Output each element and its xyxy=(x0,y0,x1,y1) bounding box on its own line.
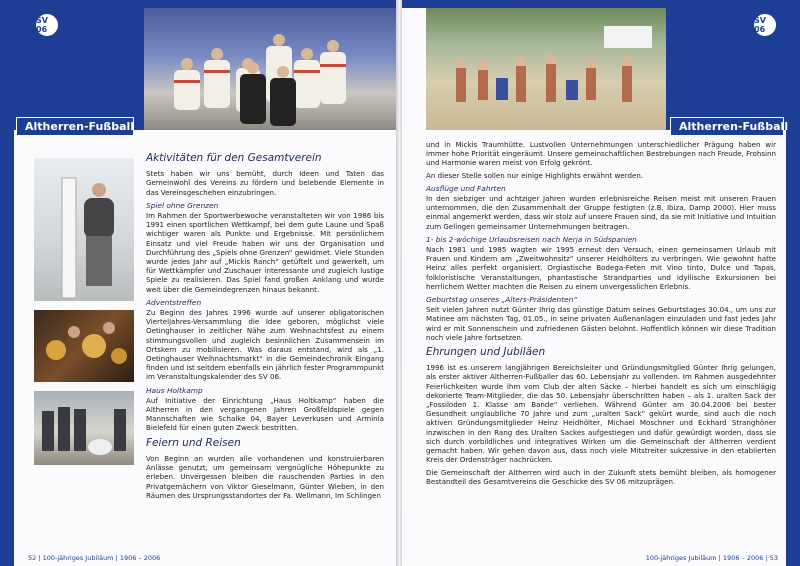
team-photo xyxy=(144,8,398,130)
section-label-right: Altherren-Fußball xyxy=(670,117,784,136)
heading-activities: Aktivitäten für den Gesamtverein xyxy=(146,152,322,164)
club-logo: SV 06 xyxy=(34,12,60,38)
highlights-paragraph: An dieser Stelle sollen nur einige Highlights erwähnt werden. xyxy=(426,170,644,180)
subheading-ausfluege: Ausflüge und Fahrten xyxy=(426,183,506,193)
subheading-holtkamp: Haus Holtkamp xyxy=(146,385,203,395)
left-footer: 52 | 100-jähriges Jubiläum | 1906 – 2006 xyxy=(28,554,161,562)
subheading-geburtstag: Geburtstag unseres „Alters-Präsidenten“ xyxy=(426,295,578,305)
group-dog-drawing xyxy=(34,391,134,465)
intro-paragraph: Stets haben wir uns bemüht, durch Ideen und Taten das Gemeinwohl des Vereins zu fördern und belebende Elemente in das Vereinsgeschehen einzubringen. xyxy=(146,169,384,197)
top-band-right xyxy=(402,0,800,8)
heading-ehrungen: Ehrungen und Jubiläen xyxy=(426,346,546,359)
feiern-paragraph: Von Beginn an wurden alle vorhandenen und konstruierbaren Anlässe genutzt, um gemeinsam vergnügliche Höhepunkte zu erleben. Unvergessen bleiben die rauschenden Parties in den Privatgemächern von Viktor Gieselmann, Günter Wieben, in den Räumen des Ursprungsstandortes der Fa. Wellmann, Im Schlingen xyxy=(146,453,384,500)
nerja-paragraph: Nach 1981 und 1985 wagten wir 1995 erneut den Versuch, einen gemeinsamen Urlaub mit Frauen und Kindern am „Zweitwohnsitz“ unserer Heidhölters zu verbringen. Wie gewohnt hatte Heinz alles perfekt organisiert. Orgiastische Bodega-Feten mit Vino tinto, Dulce und Tapas, folkloristische Veranstaltungen, phantastische Strandparties und idyllische Exkursionen bei herrlichem Wetter machten die Reisen zu einem unvergesslichen Erlebnis. xyxy=(426,245,776,291)
subheading-nerja: 1- bis 2-wöchige Urlaubsreisen nach Nerja in Südspanien xyxy=(426,234,637,244)
geburtstag-paragraph: Seit vielen Jahren nutzt Günter Ihrig das günstige Datum seines Geburtstages 30.04., um uns zur Matinee am nächsten Tag, 01.05., in seine privaten Außenanlagen einzuladen und fast jedes Jahr wird er mit Sonnenschein und zufriedenen Gästen belohnt. Hoffentlich können wir diese Tradition noch viele Jahre fortsetzen. xyxy=(426,305,776,342)
goalpost-drawing xyxy=(34,158,134,301)
heading-feiern: Feiern und Reisen xyxy=(146,436,241,449)
club-logo-right: SV 06 xyxy=(752,12,778,38)
left-edge-band xyxy=(0,0,14,566)
ehrungen-paragraph: 1996 ist es unserem langjährigen Bereichsleiter und Gründungsmitglied Günter Ihrig gelungen, als erster aktiver Altherren-Fußballer das 60. Lebensjahr zu vollenden. Im Rahmen ausgedehnter Feierlichkeiten wurde ihm vom Club der alten Säcke – hierbei handelt es sich um einschlägig dekorierte Team-Mitglieder, die das 50. Lebensjahr überschritten haben – als 1. uralten Sack der „Fossiloden 1. Klasse am Bande“ verliehen. Während Günter am 30.04.2006 bei bester Gesundheit unglaubliche 70 Jahre und zum „uralten Sack“ gekürt wurde, sind auch die noch aktiven Gründungsmitglieder Heinz Heidhölter, Michael Moschner und Eckhard Stranghöner inzwischen in den Rang des Uralten Sackes aufgestiegen und dafür gewürdigt worden, dass sie sich durch vorbildliches und integratives Wirken um die Gemeinschaft der Altherren verdient gemacht haben. Wir gehen davon aus, dass noch viele Mitstreiter sukzessive in den etablierten Kreis der Ordensträger nachrücken. xyxy=(426,363,776,465)
spiel-paragraph: Im Rahmen der Sportwerbewoche veranstalteten wir von 1986 bis 1991 einen sportlichen Wettkampf, bei dem gute Laune und Spaß wichtiger waren als Punkte und Ergebnisse. Mit persönlichem Einsatz und viel Freude haben wir uns der Organisation und Durchführung des „Spiels ohne Grenzen“ gewidmet. Viele Stunden wurde jedes Jahr auf „Mickis Ranch“ getüftelt und gewerkelt, um für Wettkämpfer und Zuschauer interessante und zugleich lustige Spiele zu realisieren. Das Spiel fand großen Anklang und wurde weit über die Gemeindegrenzen hinaus bekannt. xyxy=(146,211,384,294)
team-photo-figures xyxy=(144,8,398,130)
subheading-spiel: Spiel ohne Grenzen xyxy=(146,200,219,210)
ausfluege-paragraph: In den siebziger und achtziger Jahren wurden erlebnisreiche Reisen meist mit unseren Frauen unternommen, die den Zusammenhalt der Gruppe festigten (z.B. Ibiza, Damp 2000). Hier muss einmal angemerkt werden, dass wir stolz auf unsere Frauen sind, da sie mit Initiative und Intuition zum Gelingen gemeinsamer Unternehmungen beitragen. xyxy=(426,194,776,231)
advent-paragraph: Zu Beginn des Jahres 1996 wurde auf unserer obligatorischen Vierteljahres-Versammlung die Idee geboren, möglichst viele Oetinghauser in zeitlicher Nähe zum Weihnachtsfest zu einem stimmungsvollen und zugleich besinnlichen Zusammensein im Ortskern zu mobilisieren. Was daraus entstand, wird als „1. Oetinghauser Weihnachtsmarkt“ in die Gemeindechronik Eingang finden und ist seitdem ebenfalls ein jährlich fester Programmpunkt im Veranstaltungskalender des SV 06. xyxy=(146,308,384,382)
photo-group-dog xyxy=(34,391,134,465)
subheading-advent: Adventstreffen xyxy=(146,297,202,307)
photo-brass-band xyxy=(34,310,134,382)
right-page xyxy=(402,0,800,566)
beach-figures xyxy=(426,8,666,130)
top-band xyxy=(0,0,398,8)
photo-goalpost xyxy=(34,158,134,301)
left-text-column xyxy=(146,154,384,503)
left-page xyxy=(0,0,398,566)
right-footer: 100-jähriges Jubiläum | 1906 – 2006 | 53 xyxy=(645,554,778,562)
right-text-column xyxy=(426,140,776,489)
closing-paragraph: Die Gemeinschaft der Altherren wird auch in der Zukunft stets bemüht bleiben, als homogener Bestandteil des Gesamtvereins die Geschicke des SV 06 mitzuprägen. xyxy=(426,467,776,486)
brass-band-drawing xyxy=(34,310,134,382)
right-edge-band xyxy=(786,0,800,566)
parties-paragraph: und in Mickis Traumhütte. Lustvollen Unternehmungen unterschiedlicher Prägung haben wir immer hohe Priorität eingeräumt. Unsere gemeinschaftlichen Bestrebungen nach Freude, Frohsinn und Harmonie waren meist von Erfolg gekrönt. xyxy=(426,140,776,168)
section-label: Altherren-Fußball xyxy=(16,117,134,136)
beach-photo xyxy=(426,8,666,130)
holtkamp-paragraph: Auf Initiative der Einrichtung „Haus Holtkamp“ haben die Altherren in den vergangenen Jahren Großfeldspiele gegen Mannschaften wie Schalke 04, Bayer Leverkusen und Arminia Bielefeld für einen guten Zweck bestritten. xyxy=(146,395,384,433)
